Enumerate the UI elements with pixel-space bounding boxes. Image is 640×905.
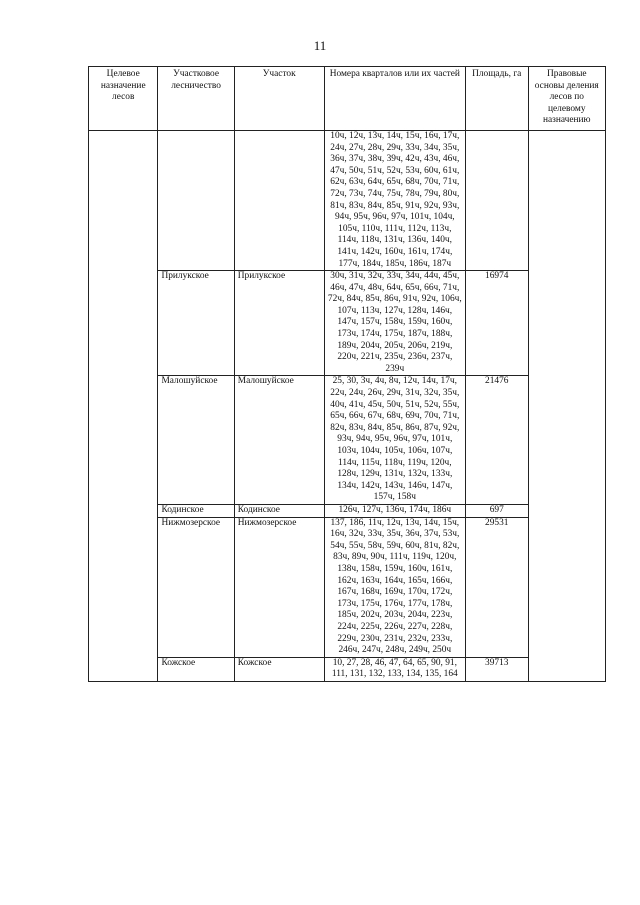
- quarters-cell: 10, 27, 28, 46, 47, 64, 65, 90, 91, 111, 131, 132, 133, 134, 135, 164: [324, 657, 465, 681]
- purpose-cell: [89, 130, 158, 681]
- quarters-cell: 30ч, 31ч, 32ч, 33ч, 34ч, 44ч, 45ч, 46ч, 47ч, 48ч, 64ч, 65ч, 66ч, 71ч, 72ч, 84ч, 85ч, 86ч, 91ч, 92ч, 106ч, 107ч, 113ч, 127ч, 128ч, 146ч, 147ч, 157ч, 158ч, 159ч, 160ч, 173ч, 174ч, 175ч, 187ч, 188ч, 189ч, 204ч, 205ч, 206ч, 219ч, 220ч, 221ч, 235ч, 236ч, 237ч, 239ч: [324, 271, 465, 376]
- table-header-row: [89, 67, 606, 131]
- section-cell: Малошуйское: [234, 376, 324, 505]
- district-forestry-cell: Малошуйское: [158, 376, 234, 505]
- table-row: [89, 271, 606, 376]
- forest-division-table: [88, 66, 606, 682]
- area-cell: 16974: [465, 271, 528, 376]
- district-forestry-cell: Кожское: [158, 657, 234, 681]
- header-quarters: Номера кварталов или их частей: [324, 67, 465, 131]
- table-row: [89, 130, 606, 270]
- area-cell: 29531: [465, 517, 528, 657]
- header-section: Участок: [234, 67, 324, 131]
- quarters-cell: 126ч, 127ч, 136ч, 174ч, 186ч: [324, 504, 465, 517]
- header-purpose: Целевое назначение лесов: [89, 67, 158, 131]
- area-cell: [465, 130, 528, 270]
- district-forestry-cell: Прилукское: [158, 271, 234, 376]
- legal-basis-cell: [528, 130, 605, 681]
- table-row: [89, 517, 606, 657]
- table-row: [89, 657, 606, 681]
- district-forestry-cell: [158, 130, 234, 270]
- section-cell: Кодинское: [234, 504, 324, 517]
- table-row: [89, 376, 606, 505]
- header-district-forestry: Участковое лесничество: [158, 67, 234, 131]
- quarters-cell: 137, 186, 11ч, 12ч, 13ч, 14ч, 15ч, 16ч, 32ч, 33ч, 35ч, 36ч, 37ч, 53ч, 54ч, 55ч, 58ч, 59ч, 60ч, 81ч, 82ч, 83ч, 89ч, 90ч, 111ч, 119ч, 120ч, 138ч, 158ч, 159ч, 160ч, 161ч, 162ч, 163ч, 164ч, 165ч, 166ч, 167ч, 168ч, 169ч, 170ч, 172ч, 173ч, 175ч, 176ч, 177ч, 178ч, 185ч, 202ч, 203ч, 204ч, 223ч, 224ч, 225ч, 226ч, 227ч, 228ч, 229ч, 230ч, 231ч, 232ч, 233ч, 246ч, 247ч, 248ч, 249ч, 250ч: [324, 517, 465, 657]
- area-cell: 697: [465, 504, 528, 517]
- section-cell: Нижмозерское: [234, 517, 324, 657]
- section-cell: Прилукское: [234, 271, 324, 376]
- section-cell: Кожское: [234, 657, 324, 681]
- page-number: 11: [313, 38, 327, 53]
- district-forestry-cell: Нижмозерское: [158, 517, 234, 657]
- district-forestry-cell: Кодинское: [158, 504, 234, 517]
- area-cell: 39713: [465, 657, 528, 681]
- area-cell: 21476: [465, 376, 528, 505]
- quarters-cell: 10ч, 12ч, 13ч, 14ч, 15ч, 16ч, 17ч, 24ч, 27ч, 28ч, 29ч, 33ч, 34ч, 35ч, 36ч, 37ч, 38ч, 39ч, 42ч, 43ч, 46ч, 47ч, 50ч, 51ч, 52ч, 53ч, 60ч, 61ч, 62ч, 63ч, 64ч, 65ч, 68ч, 70ч, 71ч, 72ч, 73ч, 74ч, 75ч, 78ч, 79ч, 80ч, 81ч, 83ч, 84ч, 85ч, 91ч, 92ч, 93ч, 94ч, 95ч, 96ч, 97ч, 101ч, 104ч, 105ч, 110ч, 111ч, 112ч, 113ч, 114ч, 118ч, 131ч, 136ч, 140ч, 141ч, 142ч, 160ч, 161ч, 174ч, 177ч, 184ч, 185ч, 186ч, 187ч: [324, 130, 465, 270]
- header-legal-basis: Правовые основы деления лесов по целевому назначению: [528, 67, 605, 131]
- quarters-cell: 25, 30, 3ч, 4ч, 8ч, 12ч, 14ч, 17ч, 22ч, 24ч, 26ч, 29ч, 31ч, 32ч, 35ч, 40ч, 41ч, 45ч, 50ч, 51ч, 52ч, 55ч, 65ч, 66ч, 67ч, 68ч, 69ч, 70ч, 71ч, 82ч, 83ч, 84ч, 85ч, 86ч, 87ч, 92ч, 93ч, 94ч, 95ч, 96ч, 97ч, 101ч, 103ч, 104ч, 105ч, 106ч, 107ч, 114ч, 115ч, 118ч, 119ч, 120ч, 128ч, 129ч, 131ч, 132ч, 133ч, 134ч, 142ч, 143ч, 146ч, 147ч, 157ч, 158ч: [324, 376, 465, 505]
- section-cell: [234, 130, 324, 270]
- table-row: [89, 504, 606, 517]
- header-area: Площадь, га: [465, 67, 528, 131]
